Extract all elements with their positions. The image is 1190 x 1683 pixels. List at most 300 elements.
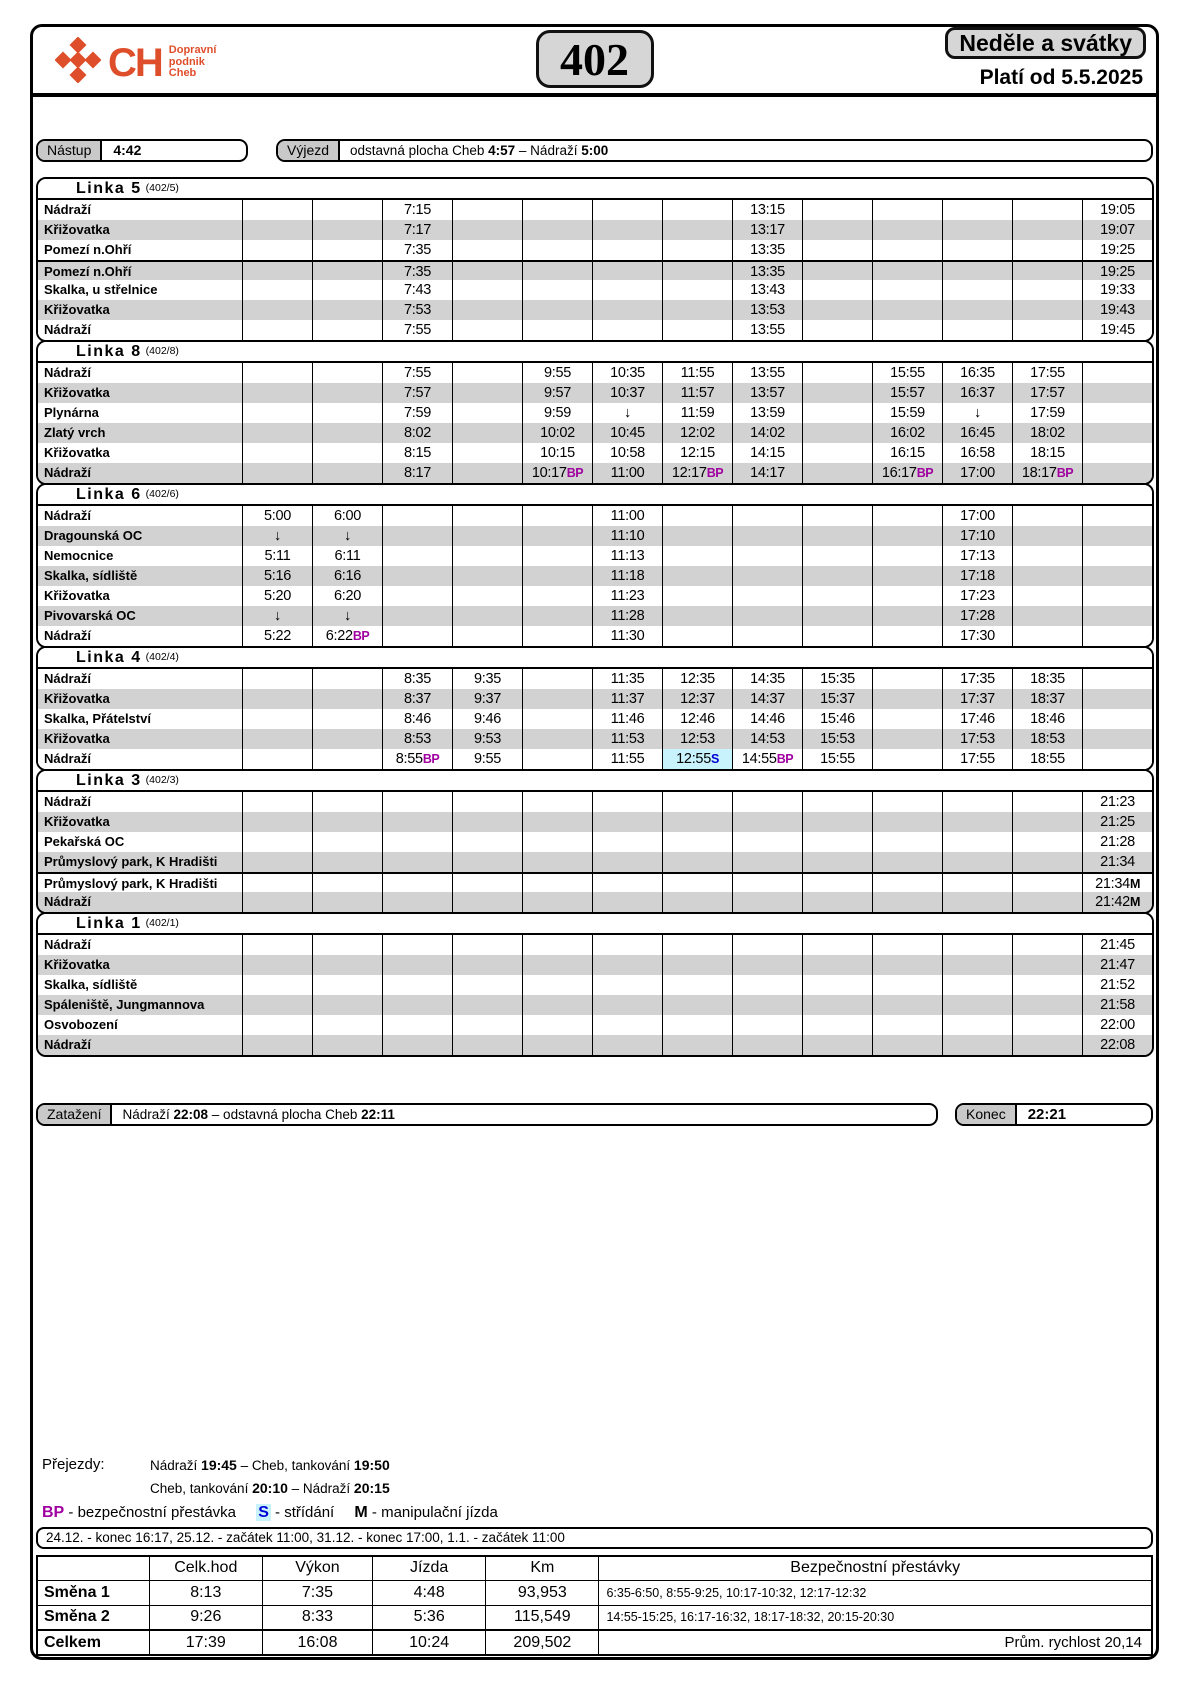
time-cell <box>242 280 312 300</box>
summary-value-cell: 7:35 <box>262 1580 372 1605</box>
time-cell <box>592 874 662 892</box>
time-cell <box>1012 240 1082 260</box>
summary-breaks-cell: 14:55-15:25, 16:17-16:32, 18:17-18:32, 20:15-20:30 <box>599 1605 1152 1630</box>
summary-table <box>36 1555 1153 1656</box>
table-row <box>38 546 1152 566</box>
time-cell <box>732 874 802 892</box>
time-cell <box>592 935 662 955</box>
time-cell: 18:02 <box>1012 423 1082 443</box>
time-cell <box>312 320 382 340</box>
time-cell <box>872 1015 942 1035</box>
time-cell <box>522 709 592 729</box>
time-cell: 5:00 <box>242 506 312 526</box>
time-cell <box>452 443 522 463</box>
table-row <box>38 689 1152 709</box>
time-cell: 14:46 <box>732 709 802 729</box>
time-cell: 8:15 <box>382 443 452 463</box>
logo-text: Dopravní podnik Cheb <box>168 44 217 80</box>
zatazeni-text: Nádraží 22:08 – odstavná plocha Cheb 22:11 <box>122 1107 395 1122</box>
time-cell <box>452 280 522 300</box>
time-cell <box>732 792 802 812</box>
logo-asterisk-icon <box>55 37 101 88</box>
summary-breaks-cell: 6:35-6:50, 8:55-9:25, 10:17-10:32, 12:17-12:32 <box>599 1580 1152 1605</box>
table-row <box>38 280 1152 300</box>
time-cell <box>1082 463 1152 483</box>
time-cell: 22:08 <box>1082 1035 1152 1055</box>
time-cell <box>802 200 872 220</box>
time-cell: 8:53 <box>382 729 452 749</box>
time-cell <box>312 262 382 280</box>
time-cell <box>662 626 732 646</box>
time-cell <box>522 586 592 606</box>
time-cell <box>1082 403 1152 423</box>
day-type-badge: Neděle a svátky <box>945 27 1146 59</box>
time-cell <box>312 874 382 892</box>
time-cell: 11:55 <box>662 363 732 383</box>
time-cell <box>1082 363 1152 383</box>
time-cell <box>592 852 662 872</box>
time-cell <box>662 975 732 995</box>
table-row <box>38 975 1152 995</box>
time-cell <box>522 812 592 832</box>
time-cell: 10:35 <box>592 363 662 383</box>
stop-name-cell: Křižovatka <box>44 222 110 237</box>
time-cell <box>592 1015 662 1035</box>
table-row <box>38 320 1152 340</box>
time-cell <box>802 874 872 892</box>
time-cell <box>592 240 662 260</box>
table-row <box>38 792 1152 812</box>
time-cell: 18:53 <box>1012 729 1082 749</box>
table-row <box>38 566 1152 586</box>
time-cell <box>872 995 942 1015</box>
time-cell <box>452 935 522 955</box>
line-block <box>36 769 1154 914</box>
table-row <box>38 423 1152 443</box>
time-cell: 12:53 <box>662 729 732 749</box>
table-row <box>38 526 1152 546</box>
summary-row <box>37 1580 1152 1605</box>
time-cell: 12:46 <box>662 709 732 729</box>
time-cell <box>872 975 942 995</box>
line-title <box>38 342 1152 363</box>
time-cell <box>312 955 382 975</box>
time-cell: 13:35 <box>732 262 802 280</box>
time-cell: 8:55BP <box>382 749 452 769</box>
time-cell: 16:15 <box>872 443 942 463</box>
time-cell <box>522 280 592 300</box>
time-cell <box>382 1035 452 1055</box>
time-cell <box>662 955 732 975</box>
time-cell <box>242 729 312 749</box>
time-cell <box>1012 1015 1082 1035</box>
summary-value-cell: 4:48 <box>373 1580 486 1605</box>
table-row <box>38 463 1152 483</box>
time-cell <box>522 955 592 975</box>
time-cell <box>522 200 592 220</box>
table-row <box>38 363 1152 383</box>
time-cell: 12:37 <box>662 689 732 709</box>
time-cell <box>802 892 872 912</box>
time-cell <box>452 320 522 340</box>
time-cell: 18:35 <box>1012 669 1082 689</box>
time-cell <box>732 852 802 872</box>
time-cell: ↓ <box>242 526 312 546</box>
time-cell: 21:34M <box>1082 874 1152 892</box>
time-cell <box>732 812 802 832</box>
time-cell <box>732 1015 802 1035</box>
time-cell <box>242 240 312 260</box>
time-cell: 22:00 <box>1082 1015 1152 1035</box>
time-cell <box>312 689 382 709</box>
time-cell <box>452 852 522 872</box>
time-cell <box>522 995 592 1015</box>
table-row <box>38 749 1152 769</box>
time-cell <box>1082 506 1152 526</box>
marks-legend <box>42 1504 514 1522</box>
table-row <box>38 626 1152 646</box>
time-cell <box>452 975 522 995</box>
time-cell <box>382 832 452 852</box>
time-cell: 17:30 <box>942 626 1012 646</box>
time-mark: BP <box>776 752 794 766</box>
time-cell <box>382 526 452 546</box>
time-mark: M <box>1129 877 1140 891</box>
stop-name-cell: Pekařská OC <box>44 834 125 849</box>
time-cell <box>312 892 382 912</box>
time-cell <box>662 586 732 606</box>
time-cell: 21:58 <box>1082 995 1152 1015</box>
time-cell <box>312 669 382 689</box>
time-cell: 9:55 <box>452 749 522 769</box>
time-cell <box>802 955 872 975</box>
time-cell <box>1012 852 1082 872</box>
stop-name-cell: Nádraží <box>44 671 91 686</box>
summary-header-cell: Km <box>486 1556 599 1580</box>
table-row <box>38 935 1152 955</box>
time-cell <box>942 832 1012 852</box>
time-cell <box>522 1015 592 1035</box>
time-cell: 14:02 <box>732 423 802 443</box>
time-cell <box>312 729 382 749</box>
time-cell: 6:22BP <box>312 626 382 646</box>
time-cell: 8:02 <box>382 423 452 443</box>
time-cell <box>732 892 802 912</box>
time-cell: 15:37 <box>802 689 872 709</box>
time-cell <box>592 792 662 812</box>
time-cell <box>942 935 1012 955</box>
time-cell: 15:55 <box>802 749 872 769</box>
time-cell: 18:46 <box>1012 709 1082 729</box>
time-cell <box>662 262 732 280</box>
time-cell <box>452 606 522 626</box>
time-cell: 16:37 <box>942 383 1012 403</box>
time-cell <box>1082 606 1152 626</box>
time-cell <box>802 995 872 1015</box>
time-cell <box>662 995 732 1015</box>
time-cell <box>382 955 452 975</box>
time-cell <box>802 852 872 872</box>
time-cell <box>942 955 1012 975</box>
time-cell: 19:33 <box>1082 280 1152 300</box>
time-cell <box>662 892 732 912</box>
time-cell <box>452 566 522 586</box>
stop-name-cell: Pomezí n.Ohří <box>44 264 132 279</box>
table-row <box>38 892 1152 912</box>
time-cell: 13:59 <box>732 403 802 423</box>
time-cell <box>452 874 522 892</box>
time-cell <box>872 709 942 729</box>
time-cell <box>382 1015 452 1035</box>
time-cell <box>242 669 312 689</box>
time-cell <box>1012 606 1082 626</box>
time-cell <box>242 320 312 340</box>
time-cell: 10:15 <box>522 443 592 463</box>
summary-value-cell: 10:24 <box>373 1630 486 1655</box>
time-cell <box>522 1035 592 1055</box>
time-cell <box>1012 262 1082 280</box>
table-row <box>38 586 1152 606</box>
time-cell <box>1012 320 1082 340</box>
time-cell: 10:58 <box>592 443 662 463</box>
stop-name-cell: Křižovatka <box>44 691 110 706</box>
zatazeni-label: Zatažení <box>38 1105 112 1124</box>
time-cell <box>872 606 942 626</box>
stop-name-cell: Křižovatka <box>44 957 110 972</box>
time-cell <box>242 749 312 769</box>
time-cell <box>872 852 942 872</box>
time-cell: 17:28 <box>942 606 1012 626</box>
stop-name-cell: Nádraží <box>44 751 91 766</box>
logo-initials: CH <box>108 40 162 85</box>
time-cell: 17:57 <box>1012 383 1082 403</box>
time-cell <box>732 526 802 546</box>
time-cell <box>942 852 1012 872</box>
time-cell <box>872 792 942 812</box>
time-cell: ↓ <box>242 606 312 626</box>
time-cell: 12:35 <box>662 669 732 689</box>
time-cell <box>802 300 872 320</box>
time-cell: 16:02 <box>872 423 942 443</box>
time-cell <box>942 995 1012 1015</box>
time-cell <box>802 832 872 852</box>
time-cell <box>312 423 382 443</box>
time-cell <box>662 566 732 586</box>
line-block <box>36 646 1154 771</box>
time-cell <box>802 320 872 340</box>
time-cell <box>1082 586 1152 606</box>
time-cell <box>1012 874 1082 892</box>
summary-value-cell: 8:33 <box>262 1605 372 1630</box>
time-cell: 15:59 <box>872 403 942 423</box>
time-cell <box>452 220 522 240</box>
stop-name-cell: Křižovatka <box>44 302 110 317</box>
time-cell: 11:46 <box>592 709 662 729</box>
time-cell <box>312 220 382 240</box>
time-cell: 16:58 <box>942 443 1012 463</box>
time-cell <box>942 320 1012 340</box>
time-cell: 11:28 <box>592 606 662 626</box>
time-cell <box>592 955 662 975</box>
time-cell <box>312 200 382 220</box>
stop-name-cell: Nádraží <box>44 894 91 909</box>
time-cell <box>312 1015 382 1035</box>
time-cell <box>592 262 662 280</box>
time-cell: 13:55 <box>732 320 802 340</box>
time-cell <box>1082 423 1152 443</box>
time-cell <box>452 526 522 546</box>
time-cell <box>942 220 1012 240</box>
time-cell: 10:45 <box>592 423 662 443</box>
time-cell <box>872 832 942 852</box>
table-row <box>38 403 1152 423</box>
time-cell <box>312 300 382 320</box>
time-cell <box>452 586 522 606</box>
time-cell <box>452 1015 522 1035</box>
time-cell: 10:37 <box>592 383 662 403</box>
summary-value-cell: 115,549 <box>486 1605 599 1630</box>
line-name: Linka 4 <box>76 649 142 666</box>
time-cell: 16:35 <box>942 363 1012 383</box>
line-title <box>38 771 1152 792</box>
time-cell: 8:37 <box>382 689 452 709</box>
time-cell: 14:15 <box>732 443 802 463</box>
time-cell: 16:17BP <box>872 463 942 483</box>
time-cell: 14:17 <box>732 463 802 483</box>
time-cell <box>522 749 592 769</box>
time-cell <box>662 200 732 220</box>
line-code: (402/6) <box>145 488 179 500</box>
time-cell: 9:53 <box>452 729 522 749</box>
legend-item-s: S - střídání <box>258 1504 335 1521</box>
time-cell <box>872 749 942 769</box>
time-cell <box>732 606 802 626</box>
time-cell: 9:46 <box>452 709 522 729</box>
time-cell: 8:46 <box>382 709 452 729</box>
time-cell <box>592 200 662 220</box>
summary-value-cell: 209,502 <box>486 1630 599 1655</box>
stop-name-cell: Křižovatka <box>44 731 110 746</box>
time-cell <box>312 812 382 832</box>
time-cell <box>382 626 452 646</box>
time-cell <box>592 320 662 340</box>
time-cell <box>732 935 802 955</box>
time-cell: 5:22 <box>242 626 312 646</box>
time-cell <box>382 546 452 566</box>
time-cell <box>312 443 382 463</box>
time-cell <box>1082 566 1152 586</box>
time-cell <box>452 403 522 423</box>
time-cell: 15:57 <box>872 383 942 403</box>
time-cell <box>242 363 312 383</box>
konec-box <box>955 1103 1153 1126</box>
line-title <box>38 914 1152 935</box>
time-cell: 19:43 <box>1082 300 1152 320</box>
time-cell <box>382 792 452 812</box>
time-mark: BP <box>566 466 584 480</box>
time-cell <box>382 892 452 912</box>
time-cell: 17:18 <box>942 566 1012 586</box>
time-cell <box>522 566 592 586</box>
table-row <box>38 443 1152 463</box>
stop-name-cell: Nádraží <box>44 628 91 643</box>
time-cell <box>872 812 942 832</box>
time-cell <box>382 995 452 1015</box>
time-cell <box>662 506 732 526</box>
time-cell <box>452 262 522 280</box>
time-cell <box>1012 280 1082 300</box>
time-cell <box>522 792 592 812</box>
time-cell <box>1012 586 1082 606</box>
line-title <box>38 648 1152 669</box>
time-cell: 6:20 <box>312 586 382 606</box>
time-mark: BP <box>422 752 440 766</box>
time-cell <box>1012 892 1082 912</box>
time-cell <box>1012 526 1082 546</box>
time-cell: 17:53 <box>942 729 1012 749</box>
time-cell: 21:42M <box>1082 892 1152 912</box>
time-cell: 13:17 <box>732 220 802 240</box>
time-cell: 13:43 <box>732 280 802 300</box>
time-cell: 7:57 <box>382 383 452 403</box>
time-cell <box>522 729 592 749</box>
time-cell: 18:37 <box>1012 689 1082 709</box>
time-cell <box>872 1035 942 1055</box>
time-cell <box>592 812 662 832</box>
time-cell <box>662 792 732 812</box>
time-cell <box>242 892 312 912</box>
time-cell <box>872 262 942 280</box>
stop-name-cell: Nádraží <box>44 1037 91 1052</box>
time-mark: BP <box>706 466 724 480</box>
time-cell: 19:05 <box>1082 200 1152 220</box>
line-title <box>38 485 1152 506</box>
time-cell: 9:55 <box>522 363 592 383</box>
time-cell <box>1082 709 1152 729</box>
time-cell: 17:13 <box>942 546 1012 566</box>
time-cell <box>522 626 592 646</box>
time-cell: 17:55 <box>942 749 1012 769</box>
time-cell <box>942 262 1012 280</box>
time-cell <box>732 975 802 995</box>
time-cell <box>242 200 312 220</box>
time-cell <box>802 975 872 995</box>
time-cell <box>242 995 312 1015</box>
time-cell <box>802 383 872 403</box>
legend-item-m: M - manipulační jízda <box>354 1504 498 1521</box>
stop-name-cell: Osvobození <box>44 1017 118 1032</box>
time-cell: 18:55 <box>1012 749 1082 769</box>
line-block <box>36 177 1154 342</box>
line-name: Linka 6 <box>76 486 142 503</box>
line-name: Linka 5 <box>76 180 142 197</box>
time-cell <box>522 689 592 709</box>
time-cell <box>592 832 662 852</box>
time-cell <box>872 566 942 586</box>
time-cell <box>732 586 802 606</box>
time-cell <box>242 300 312 320</box>
time-cell: 21:25 <box>1082 812 1152 832</box>
time-cell <box>312 463 382 483</box>
time-cell <box>732 506 802 526</box>
time-cell <box>802 280 872 300</box>
stop-name-cell: Skalka, sídliště <box>44 568 138 583</box>
time-cell <box>872 200 942 220</box>
zatazeni-box <box>36 1103 938 1126</box>
time-cell <box>942 1015 1012 1035</box>
time-cell <box>382 506 452 526</box>
stop-name-cell: Křižovatka <box>44 588 110 603</box>
